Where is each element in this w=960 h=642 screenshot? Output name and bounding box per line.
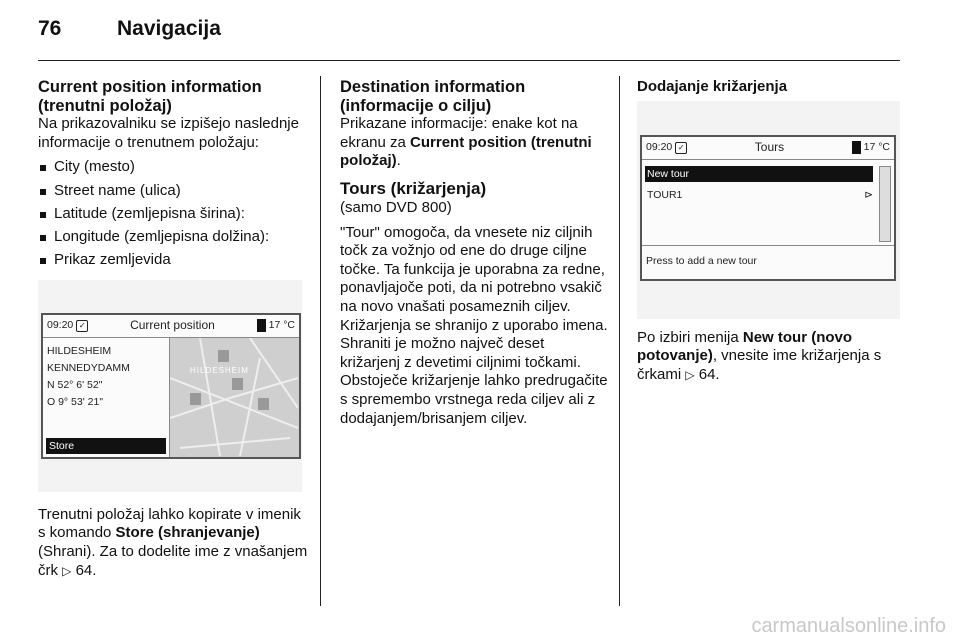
column-3 [637,78,900,384]
header-rule [38,60,900,61]
section-title: Navigacija [117,17,221,40]
hint-text: Press to add a new tour [642,245,894,277]
display-screen [640,135,896,281]
display-screen: 09:20 ✓ Current position 17 °C HILDESHEIM KENNEDYDAMM N 52° 6' 52" O 9° 53' 21" Store HILDESHEIM [41,313,301,459]
reference-arrow-icon: ▷ [685,367,695,382]
map-view: HILDESHEIM [170,338,299,457]
status-bar: 09:20 ✓ Current position 17 °C [43,315,299,338]
column-2 [340,78,608,428]
list-item: Longitude (zemljepisna dolžina): [38,228,308,247]
intro-text: Na prikazovalniku se izpišejo naslednje informacije o trenutnem položaju: [38,115,299,151]
page-number: 76 [38,17,62,40]
store-button[interactable]: Store [46,438,166,454]
current-position-screenshot [38,280,302,492]
bullet-icon [40,189,46,195]
bullet-icon [40,212,46,218]
add-tour-heading: Dodajanje križarjenja [637,78,788,95]
bullet-icon [40,165,46,171]
tours-heading: Tours (križarjenja) [340,178,487,198]
list-item: City (mesto) [38,158,308,177]
destination-heading: Destination information (informacije o cilju) [340,78,526,115]
dvd-note: (samo DVD 800) [340,198,452,216]
add-tour-text: Po izbiri menija New tour (novo potovanje), vnesite ime križarjenja s črkami ▷ 64. [637,328,882,383]
tours-screenshot [637,101,900,319]
list-item: Street name (ulica) [38,182,308,201]
store-text: Trenutni položaj lahko kopirate v imenik s komando Store (shranjevanje) (Shrani). Za to dodelite ime z vnašanjem črk ▷ 64. [38,505,308,579]
tours-text: "Tour" omogoča, da vnesete niz ciljnih točk za vožnjo od ene do druge ciljne točke. Ta funkcija je uporabna za redne, ponavljajoče poti, da ni potrebno vsakič na novo vnašati posameznih ciljev. Križarjenja se shranijo z uporabo imena. Shraniti je možno največ deset križarjenj z devetimi ciljnimi točkami. Obstoječe križarjenje lahko predrugačite s spremembo vrstnega reda ciljev ali z dodajanjem/brisanjem ciljev. [340,223,608,427]
reference-arrow-icon: ▷ [62,563,72,578]
current-position-heading: Current position information (trenutni položaj) [38,78,262,115]
clock-icon: ✓ [675,142,687,154]
new-tour-item[interactable]: New tour [645,166,873,182]
scrollbar[interactable] [879,166,891,242]
list-item: Prikaz zemljevida [38,251,308,270]
bullet-icon [40,235,46,241]
clock-icon: ✓ [76,320,88,332]
page-reference[interactable]: 64. [75,561,97,579]
status-bar: 09:20 ✓ Tours 17 °C [642,137,894,160]
page-reference[interactable]: 64. [698,365,720,383]
column-divider [320,76,321,606]
submenu-arrow-icon: ⊳ [864,188,873,201]
tour1-item[interactable]: TOUR1 ⊳ [647,188,873,201]
list-item: Latitude (zemljepisna širina): [38,205,308,224]
thermometer-icon [852,141,861,154]
watermark: carmanualsonline.info [751,615,946,638]
info-list [38,158,308,269]
column-divider [619,76,620,606]
thermometer-icon [257,319,266,332]
map-streets-icon [170,338,298,456]
destination-text: Prikazane informacije: enake kot na ekranu za Current position (trenutni položaj). [340,115,592,170]
column-1 [38,78,308,580]
bullet-icon [40,258,46,264]
